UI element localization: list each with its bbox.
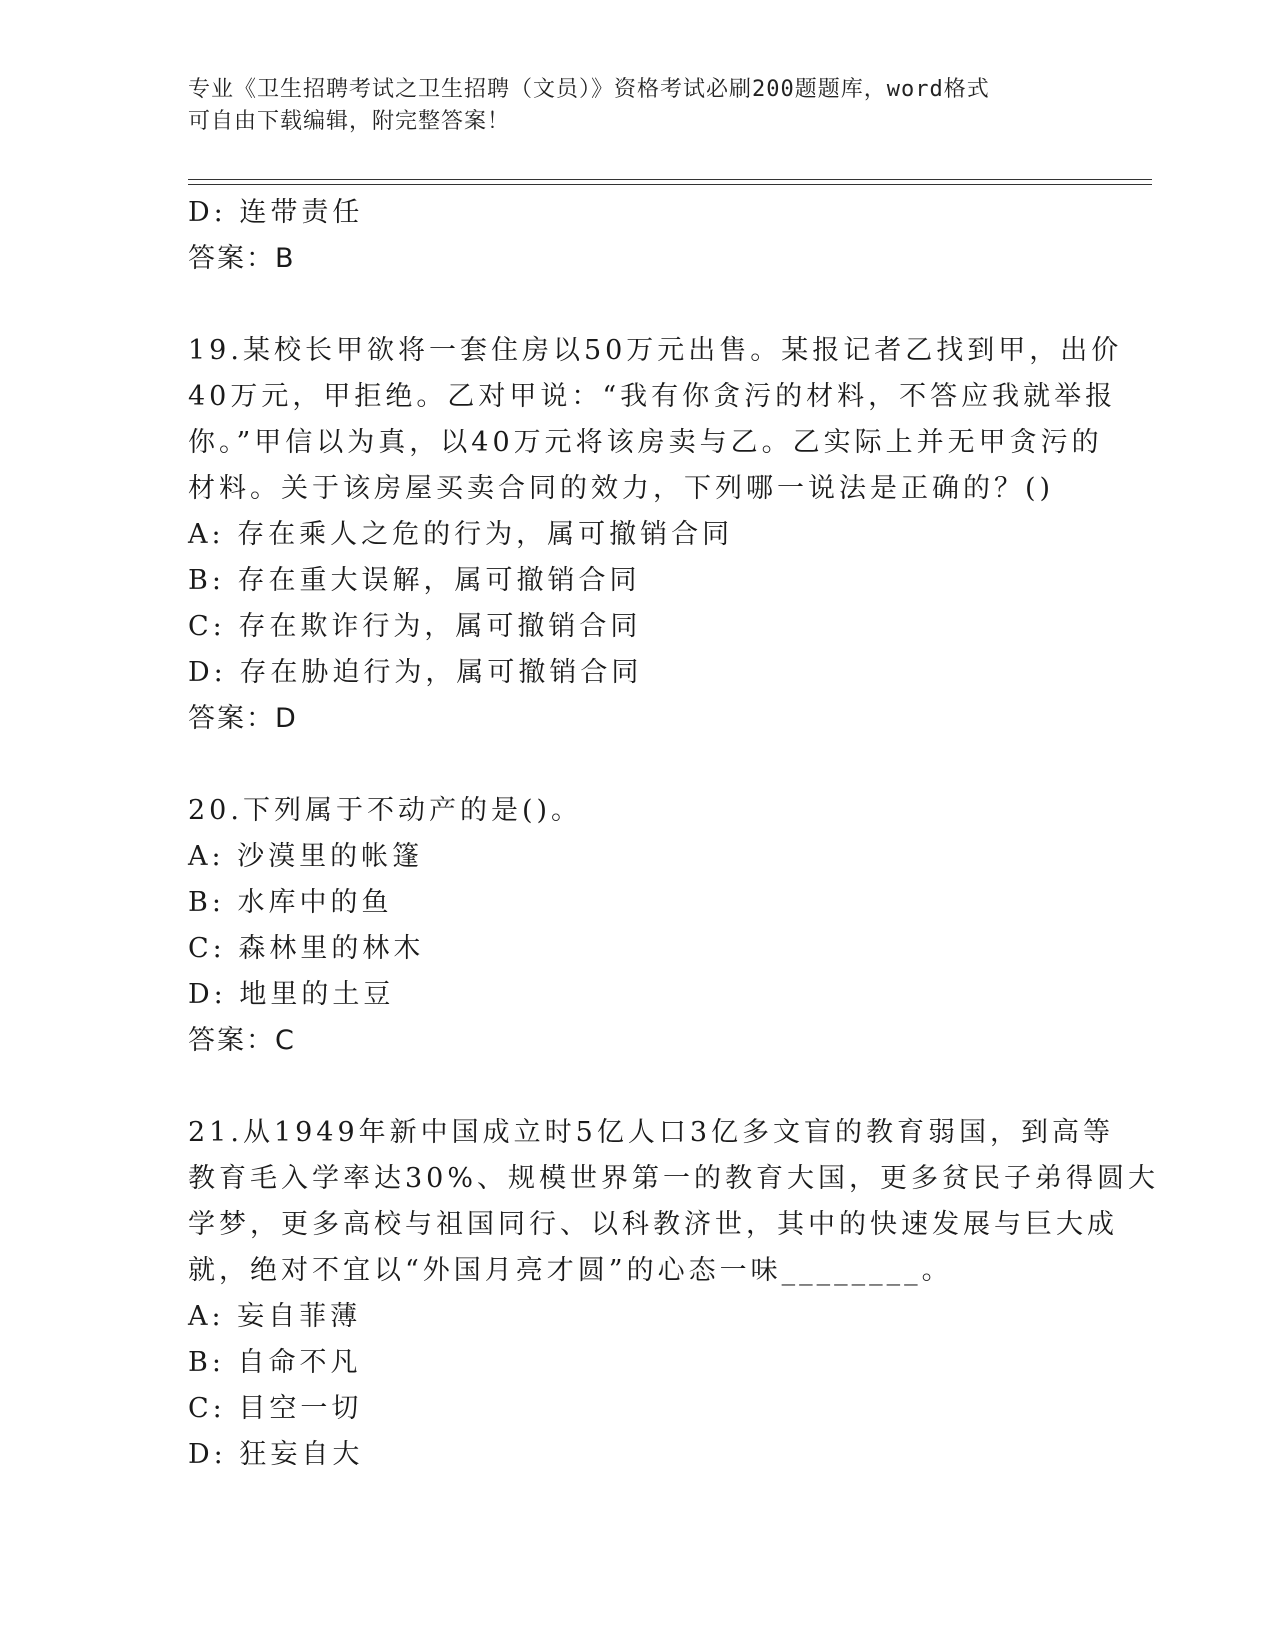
question-20-option-b: B: 水库中的鱼 [188,887,393,918]
spacer [188,282,1088,328]
prev-option-d: D: 连带责任 [188,197,364,228]
header-line-1: 专业《卫生招聘考试之卫生招聘（文员）》资格考试必刷200题题库，word格式 [188,77,990,102]
question-19-line: 你。”甲信以为真，以40万元将该房卖与乙。乙实际上并无甲贪污的 [188,427,1103,458]
spacer [188,1064,1088,1110]
question-19-text [188,328,1123,512]
question-19-line: 19.某校长甲欲将一套住房以50万元出售。某报记者乙找到甲，出价 [188,335,1123,366]
document-header [188,74,1088,138]
question-21-line: 学梦，更多高校与祖国同行、以科教济世，其中的快速发展与巨大成 [188,1209,1118,1240]
question-21-text [188,1110,1160,1294]
prev-answer: 答案：B [188,243,296,274]
question-19-option-c: C: 存在欺诈行为，属可撤销合同 [188,611,642,642]
question-20-option-c: C: 森林里的林木 [188,933,425,964]
header-divider-bottom [188,184,1152,185]
question-19 [188,328,1123,742]
spacer [188,742,1088,788]
question-21-option-b: B: 自命不凡 [188,1347,362,1378]
header-line-2: 可自由下载编辑，附完整答案！ [188,109,511,134]
question-20-text [188,788,1088,834]
question-21-line: 就，绝对不宜以“外国月亮才圆”的心态一味________。 [188,1255,953,1286]
document-body [188,190,1160,1478]
question-21 [188,1110,1160,1478]
question-19-option-a: A: 存在乘人之危的行为，属可撤销合同 [188,519,734,550]
question-21-line: 教育毛入学率达30%、规模世界第一的教育大国，更多贫民子弟得圆大 [188,1163,1160,1194]
question-19-option-d: D: 存在胁迫行为，属可撤销合同 [188,657,643,688]
question-20-option-a: A: 沙漠里的帐篷 [188,841,424,872]
question-19-line: 材料。关于该房屋买卖合同的效力，下列哪一说法是正确的？() [188,473,1055,504]
question-21-option-d: D: 狂妄自大 [188,1439,364,1470]
question-20-answer: 答案：C [188,1025,296,1056]
question-21-option-a: A: 妄自菲薄 [188,1301,362,1332]
question-21-line: 21.从1949年新中国成立时5亿人口3亿多文盲的教育弱国，到高等 [188,1117,1115,1148]
question-20-option-d: D: 地里的土豆 [188,979,395,1010]
header-divider-top [188,179,1152,180]
question-19-answer: 答案：D [188,703,298,734]
question-19-line: 40万元，甲拒绝。乙对甲说：“我有你贪污的材料，不答应我就举报 [188,381,1117,412]
question-20 [188,788,1088,1064]
question-21-option-c: C: 目空一切 [188,1393,363,1424]
question-20-line: 20.下列属于不动产的是()。 [188,795,583,826]
question-19-option-b: B: 存在重大误解，属可撤销合同 [188,565,641,596]
